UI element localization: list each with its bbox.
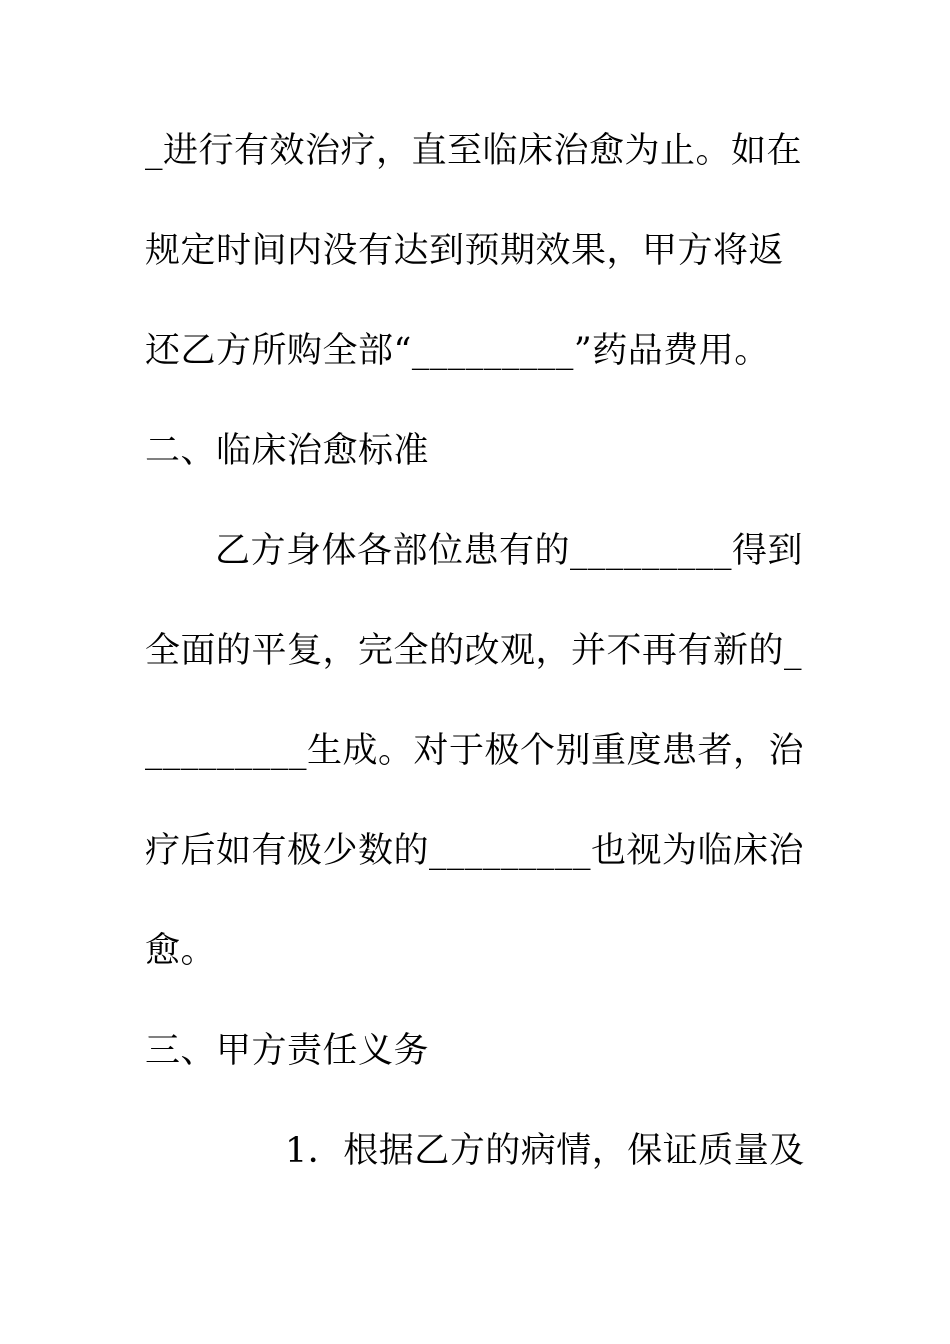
body-text-line: _进行有效治疗，直至临床治愈为止。如在 <box>145 131 803 171</box>
body-text-line: 还乙方所购全部“_________”药品费用。 <box>145 331 770 371</box>
section-heading: 二、临床治愈标准 <box>145 431 430 471</box>
body-text-line: 疗后如有极少数的_________也视为临床治 <box>145 831 805 871</box>
body-text-line: _________生成。对于极个别重度患者，治 <box>145 731 805 771</box>
list-item-first-line: 1．根据乙方的病情，保证质量及 <box>285 1131 805 1171</box>
body-text-line: 规定时间内没有达到预期效果，甲方将返 <box>145 231 785 271</box>
body-text-line: 愈。 <box>145 931 217 971</box>
paragraph-first-line: 乙方身体各部位患有的_________得到 <box>215 531 804 571</box>
section-heading: 三、甲方责任义务 <box>145 1031 430 1071</box>
body-text-line: 全面的平复，完全的改观，并不再有新的_ <box>145 631 803 671</box>
